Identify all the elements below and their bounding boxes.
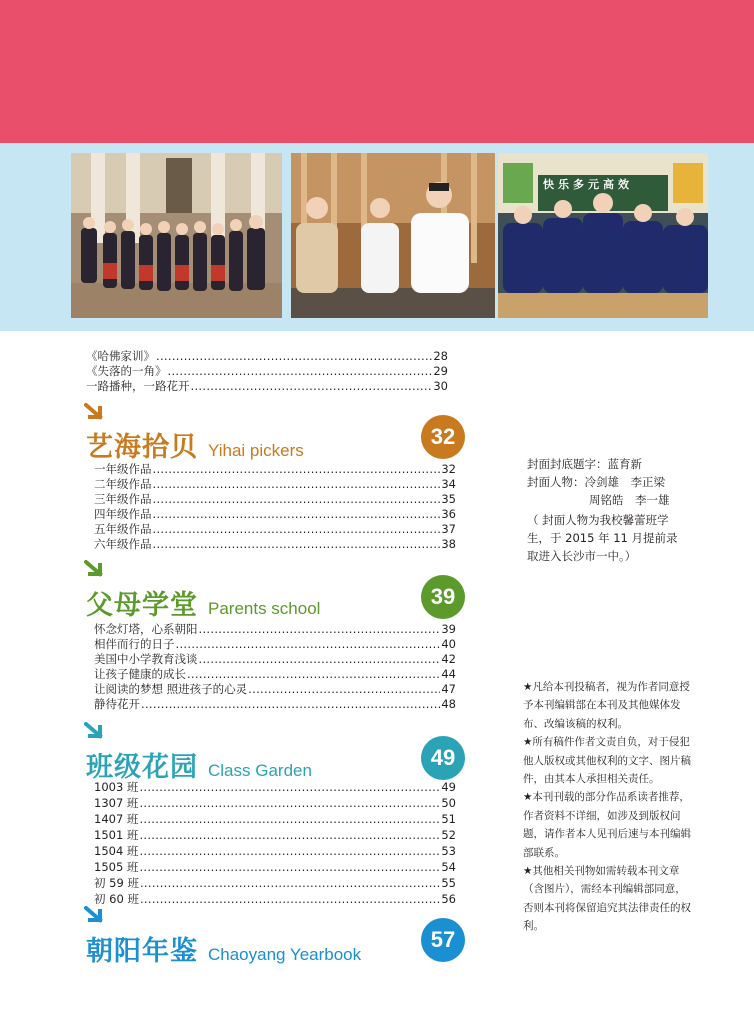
toc-entry-page: 48	[441, 697, 456, 711]
copyright-notice	[523, 678, 691, 936]
section-title-en: Class Garden	[208, 761, 312, 780]
toc-entry-prev-2[interactable]	[86, 364, 448, 379]
credit-line: （ 封面人物为我校馨蕾班学	[527, 513, 669, 527]
toc-entry[interactable]	[94, 537, 456, 552]
section-title-en: Chaoyang Yearbook	[208, 945, 362, 964]
toc-entry-page: 55	[441, 876, 456, 890]
toc-entry-page: 49	[441, 780, 456, 794]
toc-entry[interactable]	[94, 682, 456, 697]
toc-entry[interactable]	[94, 477, 456, 492]
section-title-zh: 艺海拾贝	[86, 432, 198, 463]
toc-entry[interactable]	[94, 667, 456, 682]
toc-entry-title: 1003 班	[94, 780, 139, 794]
leader-dots	[168, 364, 433, 379]
toc-entry-page: 28	[433, 349, 448, 363]
toc-entry-page: 56	[441, 892, 456, 906]
leader-dots	[153, 477, 441, 492]
credit-line: 封面封底题字：蓝育新	[527, 457, 642, 471]
classroom-banner: 快乐多元高效	[543, 178, 633, 191]
arrow-down-right-icon	[84, 560, 106, 580]
toc-entry[interactable]	[94, 812, 456, 827]
section-page-badge: 49	[421, 736, 465, 780]
arrow-down-right-icon	[84, 906, 106, 926]
toc-entry-title: 1505 班	[94, 860, 139, 874]
leader-dots	[199, 622, 441, 637]
toc-entry-title: 1504 班	[94, 844, 139, 858]
toc-entry-page: 53	[441, 844, 456, 858]
arrow-down-right-icon	[84, 722, 106, 742]
toc-entry-page: 29	[433, 364, 448, 378]
credit-line: 取进入长沙市一中。）	[527, 549, 637, 563]
leader-dots	[153, 507, 441, 522]
toc-entry[interactable]	[94, 522, 456, 537]
credit-line: 周铭皓 李一雄	[589, 493, 670, 507]
toc-entry[interactable]	[94, 637, 456, 652]
group-photo-icon	[71, 153, 282, 318]
toc-entry[interactable]	[94, 507, 456, 522]
toc-entry-title: 三年级作品	[94, 492, 152, 506]
top-banner	[0, 0, 754, 143]
toc-entry-title: 一路播种，一路花开	[86, 379, 190, 393]
toc-entry[interactable]	[94, 697, 456, 712]
leader-dots	[139, 860, 440, 875]
toc-entry-page: 32	[441, 462, 456, 476]
leader-dots	[191, 379, 433, 394]
leader-dots	[187, 667, 440, 682]
section-title-en: Yihai pickers	[208, 441, 304, 460]
toc-entry-title: 初 60 班	[94, 892, 139, 906]
toc-entry-page: 52	[441, 828, 456, 842]
toc-entry-page: 42	[441, 652, 456, 666]
section-title-en: Parents school	[208, 599, 321, 618]
leader-dots	[140, 892, 440, 907]
classroom-photo	[498, 153, 708, 318]
toc-entry-page: 39	[441, 622, 456, 636]
section-title-zh: 班级花园	[86, 752, 198, 783]
toc-entry-title: 让孩子健康的成长	[94, 667, 186, 681]
credit-line: 封面人物：冷剑雄 李正梁	[527, 475, 665, 489]
leader-dots	[139, 812, 440, 827]
section-title-zh: 朝阳年鉴	[86, 936, 198, 967]
leader-dots	[153, 492, 441, 507]
toc-entry-page: 54	[441, 860, 456, 874]
section-title-zh: 父母学堂	[86, 590, 198, 621]
toc-entry-title: 相伴而行的日子	[94, 637, 175, 651]
toc-entry-page: 44	[441, 667, 456, 681]
toc-entry-prev-1[interactable]	[86, 349, 448, 364]
group-photo	[71, 153, 282, 318]
visit-photo	[291, 153, 495, 318]
toc-entry-title: 怀念灯塔，心系朝阳	[94, 622, 198, 636]
leader-dots	[140, 876, 440, 891]
leader-dots	[199, 652, 441, 667]
toc-entry[interactable]	[94, 652, 456, 667]
leader-dots	[141, 697, 440, 712]
leader-dots	[139, 828, 440, 843]
toc-entry-page: 30	[433, 379, 448, 393]
toc-entry-page: 40	[441, 637, 456, 651]
toc-entry[interactable]	[94, 492, 456, 507]
toc-entry-title: 1307 班	[94, 796, 139, 810]
toc-entry[interactable]	[94, 828, 456, 843]
toc-entry-title: 《失落的一角》	[86, 364, 167, 378]
toc-entry[interactable]	[94, 844, 456, 859]
toc-entry-page: 35	[441, 492, 456, 506]
arrow-down-right-icon	[84, 403, 106, 423]
toc-entry[interactable]	[94, 796, 456, 811]
leader-dots	[139, 796, 440, 811]
toc-entry-title: 让阅读的梦想 照进孩子的心灵	[94, 682, 248, 696]
toc-entry-page: 36	[441, 507, 456, 521]
leader-dots	[139, 780, 440, 795]
leader-dots	[176, 637, 441, 652]
section-title-class-garden[interactable]	[86, 745, 312, 784]
notice-item: ★所有稿件作者文责自负，对于侵犯他人版权或其他权利的文字、图片稿件，由其本人承担相关责任。	[523, 736, 691, 786]
leader-dots	[248, 682, 440, 697]
toc-entry-title: 六年级作品	[94, 537, 152, 551]
leader-dots	[153, 522, 441, 537]
toc-entry-title: 一年级作品	[94, 462, 152, 476]
section-page-badge: 32	[421, 415, 465, 459]
toc-entry-title: 二年级作品	[94, 477, 152, 491]
section-page-badge: 57	[421, 918, 465, 962]
toc-entry-title: 美国中小学教育浅谈	[94, 652, 198, 666]
leader-dots	[156, 349, 432, 364]
toc-entry-page: 50	[441, 796, 456, 810]
toc-entry[interactable]	[94, 892, 456, 907]
toc-entry-title: 四年级作品	[94, 507, 152, 521]
toc-entry-title: 1501 班	[94, 828, 139, 842]
visit-photo-icon	[291, 153, 495, 318]
section-title-yihai[interactable]	[86, 425, 304, 464]
leader-dots	[139, 844, 440, 859]
notice-item: ★其他相关刊物如需转载本刊文章（含图片），需经本刊编辑部同意，否则本刊将保留追究其法律责任的权利。	[523, 865, 691, 933]
toc-entry-title: 初 59 班	[94, 876, 139, 890]
leader-dots	[153, 462, 441, 477]
notice-item: ★凡给本刊投稿者，视为作者同意授予本刊编辑部在本刊及其他媒体发布、改编该稿的权利。	[523, 681, 690, 730]
toc-entry[interactable]	[94, 462, 456, 477]
toc-entry-title: 1407 班	[94, 812, 139, 826]
toc-entry-title: 《哈佛家训》	[86, 349, 155, 363]
toc-entry[interactable]	[94, 860, 456, 875]
leader-dots	[153, 537, 441, 552]
toc-entry-page: 34	[441, 477, 456, 491]
toc-entry-title: 五年级作品	[94, 522, 152, 536]
section-title-yearbook[interactable]	[86, 929, 361, 968]
toc-entry-page: 38	[441, 537, 456, 551]
toc-entry-title: 静待花开	[94, 697, 140, 711]
toc-entry-page: 47	[441, 682, 456, 696]
credit-line: 生，于 2015 年 11 月提前录	[527, 531, 678, 545]
toc-entry-page: 51	[441, 812, 456, 826]
notice-item: ★本刊刊载的部分作品系读者推荐，作者资料不详细，如涉及到版权问题，请作者本人见刊后速与本刊编辑部联系。	[523, 791, 691, 859]
toc-entry-page: 37	[441, 522, 456, 536]
section-title-parents[interactable]	[86, 583, 320, 622]
toc-entry[interactable]	[94, 780, 456, 795]
section-page-badge: 39	[421, 575, 465, 619]
toc-entry[interactable]	[94, 622, 456, 637]
toc-entry[interactable]	[94, 876, 456, 891]
toc-entry-prev-3[interactable]	[86, 379, 448, 394]
